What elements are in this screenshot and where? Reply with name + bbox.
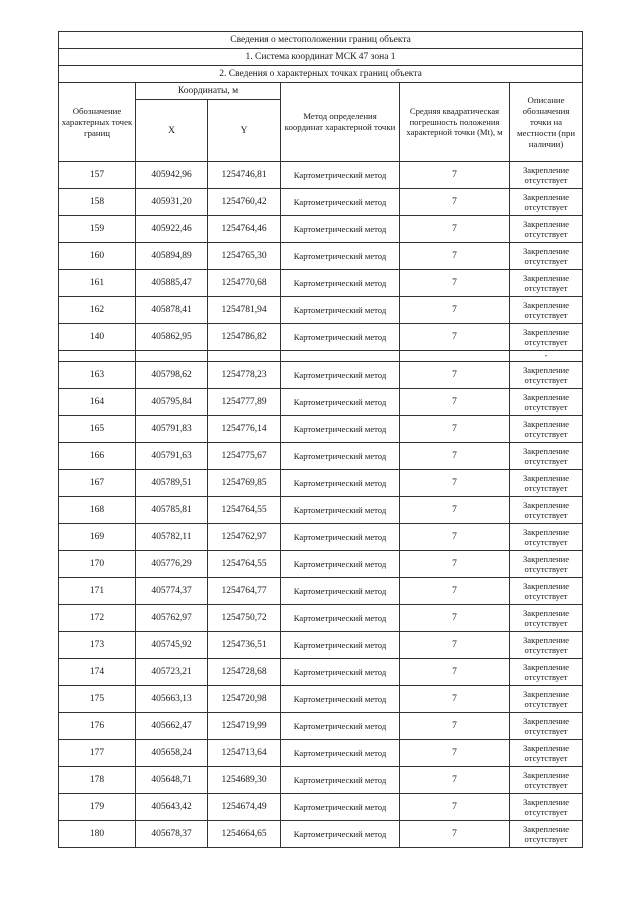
coord-y: 1254764,46 (208, 216, 281, 243)
description-cell: Закрепление отсутствует (510, 659, 583, 686)
header-points: Обозначение характерных точек границ (59, 83, 136, 162)
mt-cell: 7 (400, 324, 510, 351)
table-separator-row (59, 351, 583, 362)
coord-y: 1254769,85 (208, 470, 281, 497)
method-cell: Картометрический метод (281, 216, 400, 243)
coord-y: 1254674,49 (208, 794, 281, 821)
coord-y: 1254736,51 (208, 632, 281, 659)
description-cell: - (510, 351, 583, 362)
method-cell: Картометрический метод (281, 162, 400, 189)
mt-cell: 7 (400, 659, 510, 686)
table-title: Сведения о местоположении границ объекта (59, 32, 583, 49)
table-row (59, 767, 583, 794)
point-number: 169 (59, 524, 136, 551)
coord-x: 405791,83 (136, 416, 208, 443)
mt-cell: 7 (400, 821, 510, 848)
document-page (58, 31, 582, 848)
section-title: 2. Сведения о характерных точках границ объекта (59, 66, 583, 83)
coord-x: 405658,24 (136, 740, 208, 767)
table-row (59, 270, 583, 297)
point-number (59, 351, 136, 362)
method-cell: Картометрический метод (281, 821, 400, 848)
point-number: 171 (59, 578, 136, 605)
mt-cell: 7 (400, 189, 510, 216)
method-cell: Картометрический метод (281, 551, 400, 578)
table-row (59, 686, 583, 713)
point-number: 170 (59, 551, 136, 578)
coordinate-system-label: 1. Система координат МСК 47 зона 1 (59, 49, 583, 66)
method-cell: Картометрический метод (281, 416, 400, 443)
table-row (59, 713, 583, 740)
description-cell: Закрепление отсутствует (510, 794, 583, 821)
method-cell: Картометрический метод (281, 470, 400, 497)
description-cell: Закрепление отсутствует (510, 324, 583, 351)
mt-cell: 7 (400, 243, 510, 270)
coord-x: 405789,51 (136, 470, 208, 497)
point-number: 165 (59, 416, 136, 443)
table-row (59, 243, 583, 270)
method-cell: Картометрический метод (281, 524, 400, 551)
table-row (59, 470, 583, 497)
point-number: 157 (59, 162, 136, 189)
coord-y: 1254750,72 (208, 605, 281, 632)
description-cell: Закрепление отсутствует (510, 578, 583, 605)
mt-cell (400, 351, 510, 362)
header-method: Метод определения координат характерной точки (281, 83, 400, 162)
coord-y: 1254778,23 (208, 362, 281, 389)
coord-y: 1254664,65 (208, 821, 281, 848)
table-row (59, 416, 583, 443)
mt-cell: 7 (400, 578, 510, 605)
point-number: 140 (59, 324, 136, 351)
coord-x: 405776,29 (136, 551, 208, 578)
coord-x: 405798,62 (136, 362, 208, 389)
table-row (59, 794, 583, 821)
table-row (59, 162, 583, 189)
method-cell: Картометрический метод (281, 324, 400, 351)
table-row (59, 821, 583, 848)
description-cell: Закрепление отсутствует (510, 740, 583, 767)
description-cell: Закрепление отсутствует (510, 524, 583, 551)
point-number: 176 (59, 713, 136, 740)
point-number: 158 (59, 189, 136, 216)
description-cell: Закрепление отсутствует (510, 189, 583, 216)
description-cell: Закрепление отсутствует (510, 767, 583, 794)
coord-x: 405791,63 (136, 443, 208, 470)
point-number: 163 (59, 362, 136, 389)
mt-cell: 7 (400, 416, 510, 443)
coord-x: 405885,47 (136, 270, 208, 297)
coord-x: 405774,37 (136, 578, 208, 605)
mt-cell: 7 (400, 713, 510, 740)
method-cell: Картометрический метод (281, 713, 400, 740)
point-number: 177 (59, 740, 136, 767)
description-cell: Закрепление отсутствует (510, 470, 583, 497)
method-cell: Картометрический метод (281, 686, 400, 713)
point-number: 172 (59, 605, 136, 632)
point-number: 159 (59, 216, 136, 243)
coord-y: 1254775,67 (208, 443, 281, 470)
point-number: 162 (59, 297, 136, 324)
table-row (59, 443, 583, 470)
point-number: 178 (59, 767, 136, 794)
mt-cell: 7 (400, 740, 510, 767)
coord-y: 1254689,30 (208, 767, 281, 794)
header-mt: Средняя квадратическая погрешность положения характерной точки (Mt), м (400, 83, 510, 162)
coord-y: 1254764,77 (208, 578, 281, 605)
description-cell: Закрепление отсутствует (510, 632, 583, 659)
mt-cell: 7 (400, 216, 510, 243)
method-cell: Картометрический метод (281, 605, 400, 632)
coord-x: 405878,41 (136, 297, 208, 324)
table-row (59, 632, 583, 659)
coord-y: 1254777,89 (208, 389, 281, 416)
coord-y: 1254786,82 (208, 324, 281, 351)
point-number: 166 (59, 443, 136, 470)
table-row (59, 324, 583, 351)
coord-x: 405862,95 (136, 324, 208, 351)
coord-x: 405894,89 (136, 243, 208, 270)
mt-cell: 7 (400, 686, 510, 713)
method-cell: Картометрический метод (281, 297, 400, 324)
coord-y: 1254765,30 (208, 243, 281, 270)
description-cell: Закрепление отсутствует (510, 389, 583, 416)
coord-y: 1254764,55 (208, 497, 281, 524)
method-cell: Картометрический метод (281, 659, 400, 686)
coord-x (136, 351, 208, 362)
method-cell: Картометрический метод (281, 794, 400, 821)
method-cell: Картометрический метод (281, 578, 400, 605)
method-cell: Картометрический метод (281, 243, 400, 270)
mt-cell: 7 (400, 551, 510, 578)
mt-cell: 7 (400, 270, 510, 297)
coord-x: 405663,13 (136, 686, 208, 713)
header-coords: Координаты, м (136, 83, 281, 100)
table-row (59, 497, 583, 524)
mt-cell: 7 (400, 605, 510, 632)
description-cell: Закрепление отсутствует (510, 443, 583, 470)
coord-x: 405662,47 (136, 713, 208, 740)
point-number: 167 (59, 470, 136, 497)
mt-cell: 7 (400, 297, 510, 324)
coord-y: 1254719,99 (208, 713, 281, 740)
boundary-points-table (58, 31, 583, 848)
header-x: X (136, 100, 208, 162)
point-number: 180 (59, 821, 136, 848)
description-cell: Закрепление отсутствует (510, 270, 583, 297)
table-row (59, 551, 583, 578)
table-row (59, 578, 583, 605)
method-cell (281, 351, 400, 362)
mt-cell: 7 (400, 524, 510, 551)
coord-y: 1254781,94 (208, 297, 281, 324)
coord-y (208, 351, 281, 362)
coord-y: 1254713,64 (208, 740, 281, 767)
coord-x: 405678,37 (136, 821, 208, 848)
coord-x: 405922,46 (136, 216, 208, 243)
mt-cell: 7 (400, 632, 510, 659)
coord-x: 405648,71 (136, 767, 208, 794)
mt-cell: 7 (400, 470, 510, 497)
method-cell: Картометрический метод (281, 189, 400, 216)
mt-cell: 7 (400, 767, 510, 794)
table-body (59, 162, 583, 848)
point-number: 173 (59, 632, 136, 659)
method-cell: Картометрический метод (281, 362, 400, 389)
table-row (59, 524, 583, 551)
description-cell: Закрепление отсутствует (510, 243, 583, 270)
table-row (59, 362, 583, 389)
point-number: 161 (59, 270, 136, 297)
coord-y: 1254720,98 (208, 686, 281, 713)
mt-cell: 7 (400, 389, 510, 416)
method-cell: Картометрический метод (281, 270, 400, 297)
point-number: 179 (59, 794, 136, 821)
description-cell: Закрепление отсутствует (510, 497, 583, 524)
method-cell: Картометрический метод (281, 767, 400, 794)
header-desc: Описание обозначения точки на местности (при наличии) (510, 83, 583, 162)
description-cell: Закрепление отсутствует (510, 551, 583, 578)
method-cell: Картометрический метод (281, 497, 400, 524)
table-row (59, 389, 583, 416)
mt-cell: 7 (400, 794, 510, 821)
point-number: 168 (59, 497, 136, 524)
coord-x: 405795,84 (136, 389, 208, 416)
table-row (59, 605, 583, 632)
table-row (59, 216, 583, 243)
description-cell: Закрепление отсутствует (510, 713, 583, 740)
description-cell: Закрепление отсутствует (510, 821, 583, 848)
description-cell: Закрепление отсутствует (510, 686, 583, 713)
coord-x: 405785,81 (136, 497, 208, 524)
point-number: 174 (59, 659, 136, 686)
table-row (59, 659, 583, 686)
coord-y: 1254770,68 (208, 270, 281, 297)
coord-x: 405762,97 (136, 605, 208, 632)
coord-x: 405723,21 (136, 659, 208, 686)
coord-y: 1254762,97 (208, 524, 281, 551)
coord-x: 405782,11 (136, 524, 208, 551)
description-cell: Закрепление отсутствует (510, 162, 583, 189)
point-number: 160 (59, 243, 136, 270)
method-cell: Картометрический метод (281, 443, 400, 470)
mt-cell: 7 (400, 443, 510, 470)
coord-y: 1254760,42 (208, 189, 281, 216)
mt-cell: 7 (400, 497, 510, 524)
coord-x: 405745,92 (136, 632, 208, 659)
point-number: 175 (59, 686, 136, 713)
description-cell: Закрепление отсутствует (510, 605, 583, 632)
description-cell: Закрепление отсутствует (510, 362, 583, 389)
coord-y: 1254746,81 (208, 162, 281, 189)
method-cell: Картометрический метод (281, 632, 400, 659)
coord-y: 1254728,68 (208, 659, 281, 686)
description-cell: Закрепление отсутствует (510, 297, 583, 324)
coord-x: 405942,96 (136, 162, 208, 189)
coord-x: 405643,42 (136, 794, 208, 821)
coord-y: 1254764,55 (208, 551, 281, 578)
mt-cell: 7 (400, 362, 510, 389)
mt-cell: 7 (400, 162, 510, 189)
coord-y: 1254776,14 (208, 416, 281, 443)
method-cell: Картометрический метод (281, 389, 400, 416)
description-cell: Закрепление отсутствует (510, 216, 583, 243)
description-cell: Закрепление отсутствует (510, 416, 583, 443)
table-row (59, 189, 583, 216)
table-row (59, 297, 583, 324)
table-row (59, 740, 583, 767)
method-cell: Картометрический метод (281, 740, 400, 767)
point-number: 164 (59, 389, 136, 416)
header-y: Y (208, 100, 281, 162)
coord-x: 405931,20 (136, 189, 208, 216)
